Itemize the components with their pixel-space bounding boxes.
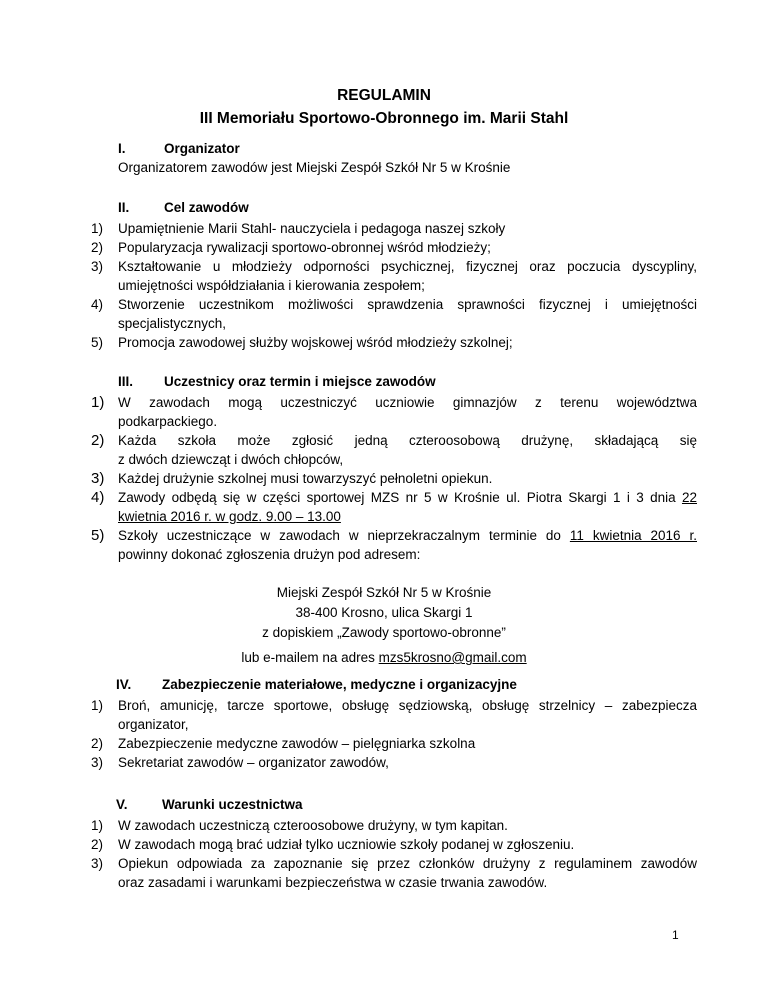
item-text-cont [118, 507, 697, 526]
item-number: 3) [91, 856, 104, 871]
item-text-cont: powinny dokonać zgłoszenia drużyn pod adresem: [118, 547, 421, 562]
item-number: 1) [91, 698, 104, 713]
email-prefix: lub e-mailem na adres [241, 650, 379, 665]
item-text: Popularyzacja rywalizacji sportowo-obronnej wśród młodzieży; [118, 240, 491, 255]
date-underlined: 22 [681, 490, 697, 505]
item-number: 2) [91, 432, 105, 449]
list-item [91, 431, 697, 469]
list-item [91, 835, 697, 854]
item-text-cont: specjalistycznych, [118, 316, 227, 331]
section-number: III. [118, 374, 134, 389]
item-text: W zawodach mogą brać udział tylko uczniowie szkoły podanej w zgłoszeniu. [118, 837, 575, 852]
page-number: 1 [672, 928, 679, 942]
list-item [91, 393, 697, 431]
section-title: Uczestnicy oraz termin i miejsce zawodów [164, 374, 436, 389]
item-text [118, 526, 697, 545]
section-1-text: Organizatorem zawodów jest Miejski Zespół Szkół Nr 5 w Krośnie [118, 160, 511, 175]
section-title: Cel zawodów [164, 200, 249, 215]
item-text-part: Szkoły uczestniczące w zawodach w nieprzekraczalnym terminie do [118, 528, 570, 543]
section-number: I. [118, 141, 126, 156]
section-number: IV. [116, 677, 132, 692]
item-number: 2) [91, 837, 104, 852]
item-text: Zabezpieczenie medyczne zawodów – pielęgniarka szkolna [118, 736, 476, 751]
item-number: 3) [91, 755, 104, 770]
item-text [118, 488, 697, 507]
item-number: 4) [91, 489, 105, 506]
list-item [91, 219, 697, 238]
item-text: Każdej drużynie szkolnej musi towarzyszyć pełnoletni opiekun. [118, 471, 493, 486]
address-line: Miejski Zespół Szkół Nr 5 w Krośnie [276, 585, 492, 600]
item-text: Promocja zawodowej służby wojskowej wśród młodzieży szkolnej; [118, 335, 513, 350]
doc-title: REGULAMIN [337, 87, 431, 104]
item-number: 1) [91, 818, 104, 833]
date-time-underlined: kwietnia 2016 r. w godz. 9.00 – 13.00 [118, 509, 341, 524]
list-item [91, 696, 697, 734]
item-number: 3) [91, 259, 104, 274]
list-item [91, 469, 697, 488]
list-item [91, 734, 697, 753]
section-1-heading [118, 141, 240, 156]
section-number: II. [118, 200, 130, 215]
item-text-part: Zawody odbędą się w części sportowej MZS nr 5 w Krośnie ul. Piotra Skargi 1 i 3 dnia [118, 490, 682, 505]
list-item [91, 295, 697, 333]
item-text: Upamiętnienie Marii Stahl- nauczyciela i pedagoga naszej szkoły [118, 221, 506, 236]
section-3-heading [118, 374, 436, 389]
item-number: 2) [91, 736, 104, 751]
section-title: Organizator [164, 141, 240, 156]
list-item [91, 753, 697, 772]
item-text: Każda szkoła może zgłosić jedną czteroosobową drużynę, składającą się [118, 433, 697, 448]
item-number: 5) [91, 527, 105, 544]
item-text: Broń, amunicję, tarcze sportowe, obsługę sędziowską, obsługę strzelnicy – zabezpiecza [118, 698, 697, 713]
email-link[interactable]: mzs5krosno@gmail.com [378, 650, 527, 665]
section-5-heading [116, 797, 303, 812]
section-number: V. [116, 797, 128, 812]
item-number: 1) [91, 394, 105, 411]
item-number: 2) [91, 240, 104, 255]
item-text-cont: oraz zasadami i warunkami bezpieczeństwa w czasie trwania zawodów. [118, 875, 548, 890]
item-text: Opiekun odpowiada za zapoznanie się przez członków drużyny z regulaminem zawodów [118, 856, 697, 871]
item-text: Kształtowanie u młodzieży odporności psychicznej, fizycznej oraz poczucia dyscypliny, [118, 259, 697, 274]
item-text-cont: podkarpackiego. [118, 414, 218, 429]
item-text: Sekretariat zawodów – organizator zawodów, [118, 755, 389, 770]
list-item [91, 333, 697, 352]
list-item [91, 816, 697, 835]
item-text: Stworzenie uczestnikom możliwości sprawdzenia sprawności fizycznej i umiejętności [118, 297, 697, 312]
list-item [91, 488, 697, 526]
item-text-cont: organizator, [118, 717, 189, 732]
item-number: 5) [91, 335, 104, 350]
item-number: 3) [91, 470, 105, 487]
item-text-cont: z dwóch dziewcząt i dwóch chłopców, [118, 452, 344, 467]
item-text-cont: umiejętności współdziałania i kierowania zespołem; [118, 278, 425, 293]
address-line: z dopiskiem „Zawody sportowo-obronne” [262, 625, 506, 640]
address-line: 38-400 Krosno, ulica Skargi 1 [295, 605, 473, 620]
section-title: Warunki uczestnictwa [162, 797, 303, 812]
section-2-heading [118, 200, 249, 215]
item-number: 4) [91, 297, 104, 312]
item-text: W zawodach mogą uczestniczyć uczniowie gimnazjów z terenu województwa [118, 395, 697, 410]
doc-subtitle: III Memoriału Sportowo-Obronnego im. Marii Stahl [199, 110, 569, 127]
list-item [91, 854, 697, 892]
list-item [91, 257, 697, 295]
deadline-underlined: 11 kwietnia 2016 r. [569, 528, 697, 543]
item-text: W zawodach uczestniczą czteroosobowe drużyny, w tym kapitan. [118, 818, 508, 833]
email-line [0, 650, 768, 665]
item-number: 1) [91, 221, 104, 236]
list-item [91, 238, 697, 257]
section-4-heading [116, 677, 517, 692]
section-title: Zabezpieczenie materiałowe, medyczne i organizacyjne [162, 677, 517, 692]
list-item [91, 526, 697, 564]
